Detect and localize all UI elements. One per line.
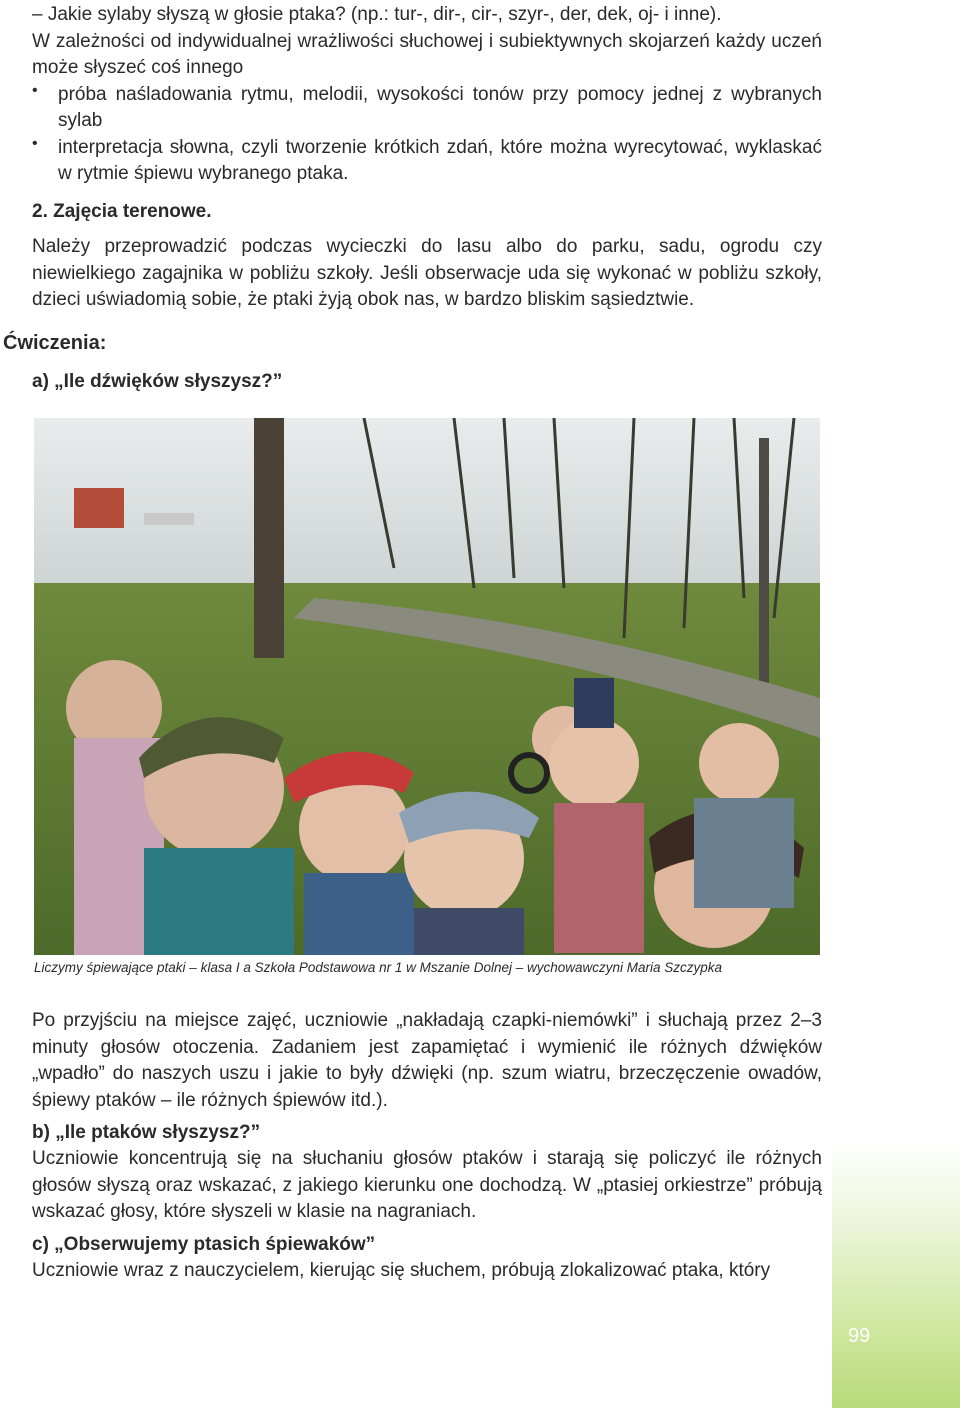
exercises-heading: Ćwiczenia: <box>3 332 107 354</box>
intro-line-1: – Jakie sylaby słyszą w głosie ptaka? (np.: tur-, dir-, cir-, szyr-, der, dek, oj- i inne). <box>32 4 722 25</box>
intro-paragraph: W zależności od indywidualnej wrażliwości słuchowej i subiektywnych skojarzeń każdy uczeń może słyszeć coś innego <box>32 30 822 78</box>
photo-illustration <box>34 418 820 955</box>
section-2-text: Należy przeprowadzić podczas wycieczki do lasu albo do parku, sadu, ogrodu czy niewielkiego zagajnika w pobliżu szkoły. Jeśli obserwacje uda się wykonać w pobliżu szkoły, dzieci uświadomią sobie, że ptaki żyją obok nas, w bardzo bliskim sąsiedztwie. <box>32 236 822 310</box>
exercise-b-text: Uczniowie koncentrują się na słuchaniu głosów ptaków i starają się policzyć ile różnych głosów słyszą oraz wskazać, z jakiego kierunku one dochodzą. W „ptasiej orkiestrze” próbują wskazać głosy, które słyszeli w klasie na nagraniach. <box>32 1148 822 1222</box>
bullet-item-1 <box>32 82 822 135</box>
page-number: 99 <box>848 1325 871 1347</box>
intro-block <box>32 2 822 188</box>
bullet-text-1: próba naśladowania rytmu, melodii, wysokości tonów przy pomocy jednej z wybranych sylab <box>58 83 822 131</box>
exercise-a-text: Po przyjściu na miejsce zajęć, uczniowie „nakładają czapki-niemówki” i słuchają przez 2–3 minuty głosów otoczenia. Zadaniem jest zapamiętać i wymienić ile różnych dźwięków „wpadło” do naszych uszu i jakie to były dźwięki (np. szum wiatru, brzeczęczenie owadów, śpiewy ptaków – ile różnych śpiewów itd.). <box>32 1010 822 1111</box>
bullet-dot: • <box>32 134 38 152</box>
page-corner-gradient <box>832 1140 960 1408</box>
class-outdoor-photo <box>34 418 820 955</box>
exercise-b-heading: b) „Ile ptaków słyszysz?” <box>32 1122 261 1143</box>
exercise-c-heading: c) „Obserwujemy ptasich śpiewaków” <box>32 1233 376 1255</box>
bullet-dot: • <box>32 81 38 99</box>
bullet-item-2 <box>32 135 822 188</box>
bullet-text-2: interpretacja słowna, czyli tworzenie krótkich zdań, które można wyrecytować, wyklaskać w rytmie śpiewu wybranego ptaka. <box>58 136 822 184</box>
photo-caption: Liczymy śpiewające ptaki – klasa I a Szkoła Podstawowa nr 1 w Mszanie Dolnej – wychowawczyni Maria Szczypka <box>34 960 723 975</box>
section-2-heading: 2. Zajęcia terenowe. <box>32 201 212 222</box>
exercise-c-text: Uczniowie wraz z nauczycielem, kierując się słuchem, próbują zlokalizować ptaka, który <box>32 1259 771 1281</box>
exercises-text-block <box>32 1008 822 1284</box>
exercise-a-heading: a) „Ile dźwięków słyszysz?” <box>32 371 283 392</box>
